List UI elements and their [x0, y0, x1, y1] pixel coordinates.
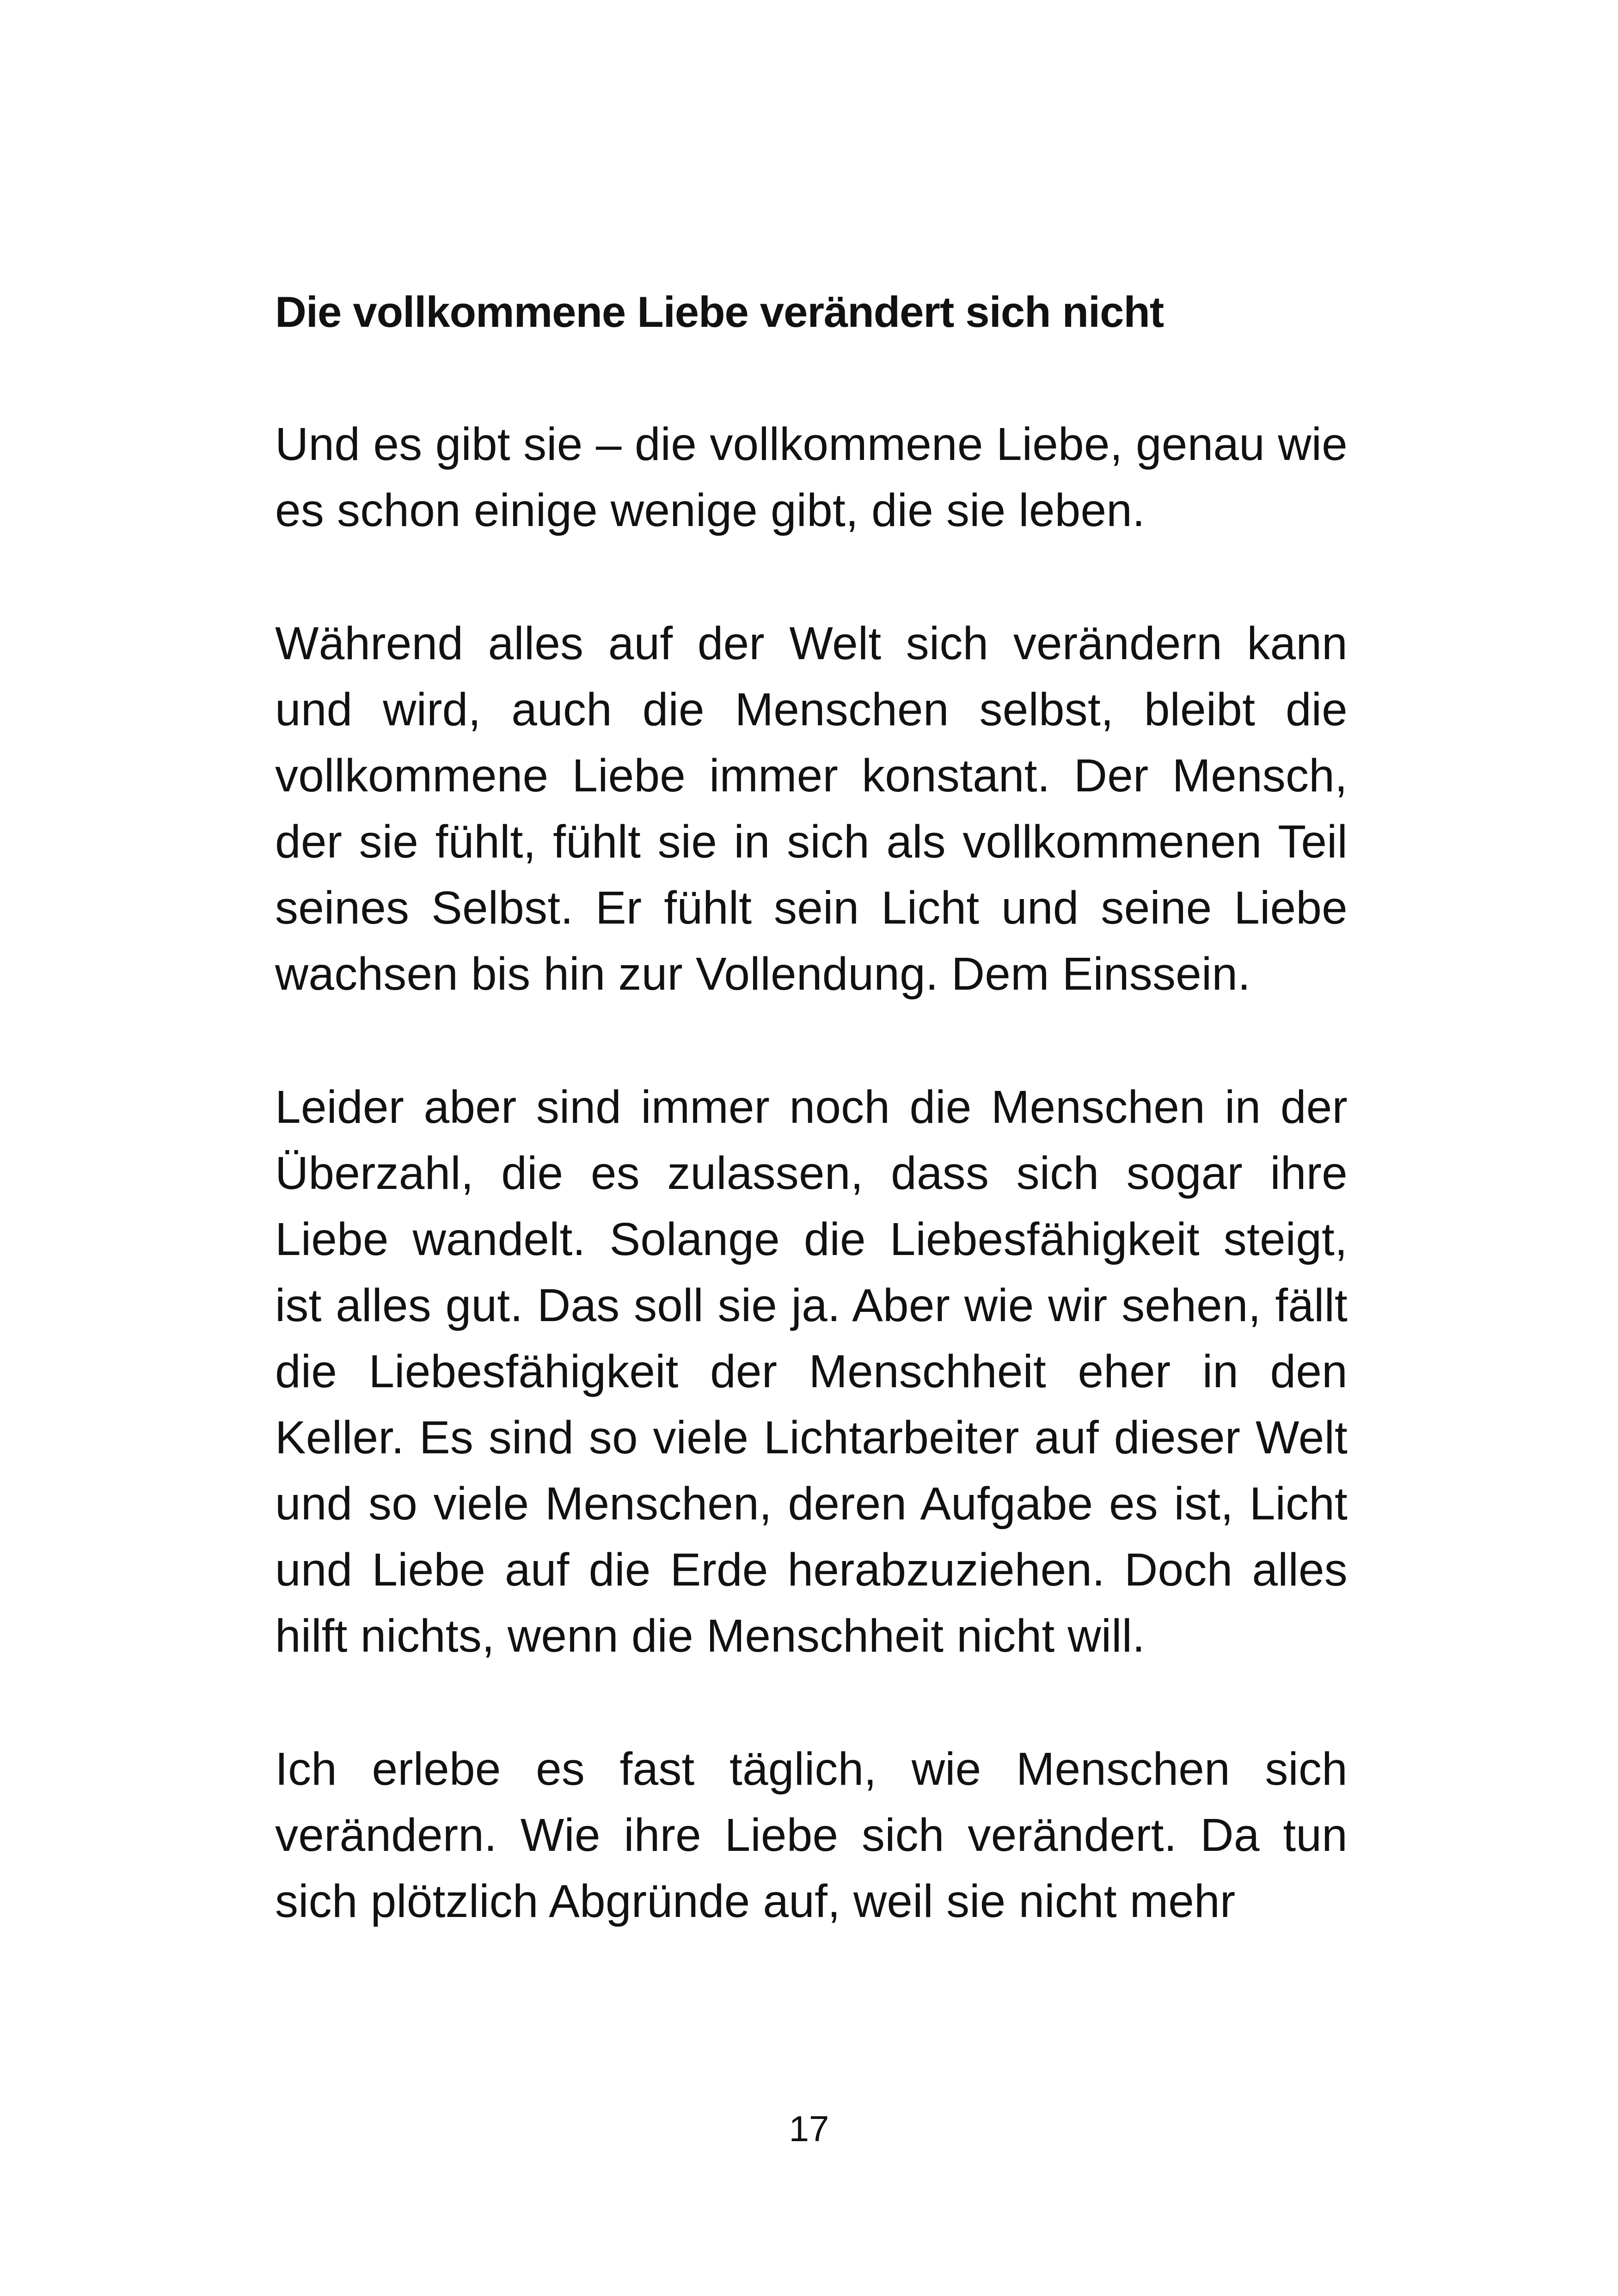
paragraph-1: Und es gibt sie – die vollkommene Liebe, genau wie es schon einige wenige gibt, die sie leben. [275, 418, 1348, 536]
paragraph-3: Leider aber sind immer noch die Menschen in der Überzahl, die es zulassen, dass sich sogar ihre Liebe wandelt. Solange die Liebesfähigkeit steigt, ist alles gut. Das soll sie ja. Aber wie wir sehen, fällt die Liebesfähigkeit der Menschheit eher in den Keller. Es sind so viele Lichtarbeiter auf dieser Welt und so viele Menschen, deren Aufgabe es ist, Licht und Liebe auf die Erde herabzuziehen. Doch alles hilft nichts, wenn die Menschheit nicht will. [275, 1081, 1348, 1662]
page-content [275, 282, 1348, 2001]
chapter-title: Die vollkommene Liebe verändert sich nicht [275, 288, 1164, 336]
paragraph-4: Ich erlebe es fast täglich, wie Menschen sich verändern. Wie ihre Liebe sich verändert. Da tun sich plötzlich Abgründe auf, weil sie nicht mehr [275, 1743, 1348, 1927]
paragraph-2: Während alles auf der Welt sich verändern kann und wird, auch die Menschen selbst, bleibt die vollkommene Liebe immer konstant. Der Mensch, der sie fühlt, fühlt sie in sich als vollkommenen Teil seines Selbst. Er fühlt sein Licht und seine Liebe wachsen bis hin zur Vollendung. Dem Einssein. [275, 618, 1348, 1000]
page-number: 17 [789, 2108, 829, 2149]
